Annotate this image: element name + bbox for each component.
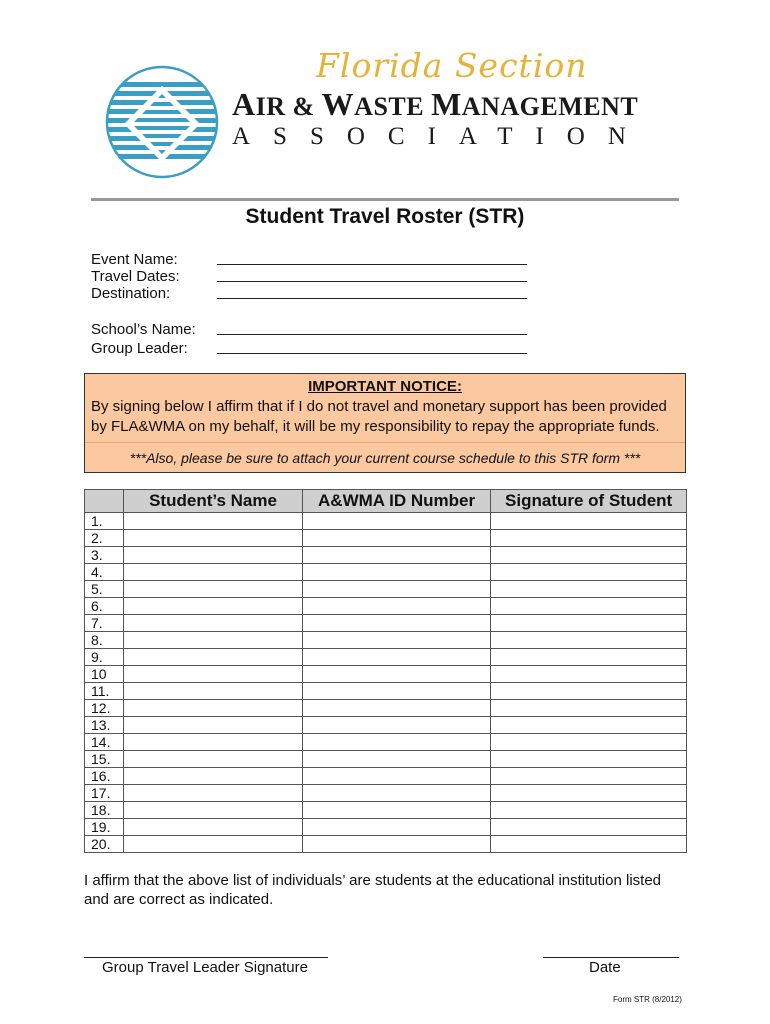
affirmation-text: I affirm that the above list of individuals’ are students at the educational institution listed and are correct as indicated. (84, 872, 662, 908)
awma-id-cell[interactable] (302, 819, 490, 836)
signature-cell[interactable] (491, 751, 687, 768)
row-number: 3. (85, 547, 124, 564)
row-number: 6. (85, 598, 124, 615)
table-row (85, 717, 687, 734)
student-name-cell[interactable] (124, 785, 303, 802)
signature-cell[interactable] (491, 513, 687, 530)
awma-id-cell[interactable] (302, 734, 490, 751)
row-number: 11. (85, 683, 124, 700)
table-row (85, 632, 687, 649)
leader-signature-line[interactable] (84, 957, 328, 958)
notice-body: By signing below I affirm that if I do not travel and monetary support has been provided by FLA&WMA on my behalf, it will be my responsibility to repay the appropriate funds. (91, 398, 667, 435)
travel-dates-row (91, 268, 531, 286)
awma-id-cell[interactable] (302, 615, 490, 632)
signature-cell[interactable] (491, 547, 687, 564)
event-name-row (91, 251, 531, 269)
notice-course-schedule: ***Also, please be sure to attach your current course schedule to this STR form *** (129, 450, 641, 466)
destination-row (91, 285, 531, 303)
awma-id-cell[interactable] (302, 581, 490, 598)
student-name-cell[interactable] (124, 513, 303, 530)
notice-divider (85, 442, 685, 443)
awma-id-cell[interactable] (302, 700, 490, 717)
table-row (85, 598, 687, 615)
student-name-cell[interactable] (124, 819, 303, 836)
fla-awma-logo (104, 44, 684, 194)
travel-dates-field[interactable] (217, 281, 527, 282)
awma-id-cell[interactable] (302, 836, 490, 853)
logo-org-name: AIR & WASTE MANAGEMENT (232, 86, 639, 122)
school-name-field[interactable] (217, 334, 527, 335)
signature-cell[interactable] (491, 785, 687, 802)
table-row (85, 785, 687, 802)
header-student-name: Student’s Name (124, 490, 303, 513)
awma-id-cell[interactable] (302, 751, 490, 768)
row-number: 20. (85, 836, 124, 853)
awma-id-cell[interactable] (302, 649, 490, 666)
important-notice-box (84, 373, 686, 473)
row-number: 19. (85, 819, 124, 836)
student-name-cell[interactable] (124, 717, 303, 734)
destination-field[interactable] (217, 298, 527, 299)
event-name-label: Event Name: (91, 251, 178, 268)
group-leader-field[interactable] (217, 353, 527, 354)
signature-cell[interactable] (491, 598, 687, 615)
signature-cell[interactable] (491, 615, 687, 632)
date-label: Date (589, 959, 621, 976)
awma-id-cell[interactable] (302, 547, 490, 564)
awma-id-cell[interactable] (302, 513, 490, 530)
roster-body (85, 513, 687, 853)
table-row (85, 666, 687, 683)
student-name-cell[interactable] (124, 836, 303, 853)
signature-cell[interactable] (491, 734, 687, 751)
table-row (85, 649, 687, 666)
awma-id-cell[interactable] (302, 530, 490, 547)
row-number: 14. (85, 734, 124, 751)
signature-cell[interactable] (491, 819, 687, 836)
awma-id-cell[interactable] (302, 717, 490, 734)
signature-cell[interactable] (491, 683, 687, 700)
table-row (85, 581, 687, 598)
table-row (85, 564, 687, 581)
signature-cell[interactable] (491, 649, 687, 666)
signature-cell[interactable] (491, 581, 687, 598)
row-number: 10 (85, 666, 124, 683)
table-header-row (85, 490, 687, 513)
form-footer: Form STR (8/2012) (613, 995, 682, 1004)
signature-cell[interactable] (491, 836, 687, 853)
signature-cell[interactable] (491, 768, 687, 785)
student-name-cell[interactable] (124, 547, 303, 564)
table-row (85, 734, 687, 751)
signature-cell[interactable] (491, 666, 687, 683)
awma-id-cell[interactable] (302, 666, 490, 683)
logo-association: ASSOCIATION (232, 123, 649, 150)
student-name-cell[interactable] (124, 581, 303, 598)
school-name-row (91, 321, 531, 339)
row-number: 12. (85, 700, 124, 717)
row-number: 17. (85, 785, 124, 802)
table-row (85, 836, 687, 853)
awma-id-cell[interactable] (302, 768, 490, 785)
notice-title: IMPORTANT NOTICE: (308, 378, 462, 395)
student-name-cell[interactable] (124, 615, 303, 632)
row-number: 16. (85, 768, 124, 785)
student-name-cell[interactable] (124, 768, 303, 785)
table-row (85, 700, 687, 717)
row-number: 7. (85, 615, 124, 632)
student-name-cell[interactable] (124, 598, 303, 615)
awma-id-cell[interactable] (302, 632, 490, 649)
signature-cell[interactable] (491, 632, 687, 649)
destination-label: Destination: (91, 285, 171, 302)
awma-emblem-icon (104, 64, 220, 180)
event-name-field[interactable] (217, 264, 527, 265)
table-row (85, 615, 687, 632)
student-name-cell[interactable] (124, 734, 303, 751)
table-row (85, 819, 687, 836)
awma-id-cell[interactable] (302, 802, 490, 819)
signature-cell[interactable] (491, 564, 687, 581)
group-leader-row (91, 340, 531, 358)
school-name-label: School’s Name: (91, 321, 196, 338)
signature-cell[interactable] (491, 530, 687, 547)
header-awma-id: A&WMA ID Number (302, 490, 490, 513)
row-number: 13. (85, 717, 124, 734)
signature-cell[interactable] (491, 717, 687, 734)
row-number: 9. (85, 649, 124, 666)
student-name-cell[interactable] (124, 666, 303, 683)
leader-signature-label: Group Travel Leader Signature (102, 959, 308, 976)
awma-id-cell[interactable] (302, 598, 490, 615)
logo-script-florida-section: Florida Section (316, 46, 588, 85)
row-number: 2. (85, 530, 124, 547)
row-number: 4. (85, 564, 124, 581)
student-name-cell[interactable] (124, 564, 303, 581)
student-name-cell[interactable] (124, 802, 303, 819)
table-row (85, 683, 687, 700)
table-row (85, 768, 687, 785)
page-title: Student Travel Roster (STR) (245, 205, 525, 228)
table-row (85, 530, 687, 547)
signature-cell[interactable] (491, 802, 687, 819)
student-name-cell[interactable] (124, 649, 303, 666)
table-row (85, 547, 687, 564)
awma-id-cell[interactable] (302, 785, 490, 802)
table-row (85, 751, 687, 768)
header-number (85, 490, 124, 513)
header-signature: Signature of Student (491, 490, 687, 513)
row-number: 8. (85, 632, 124, 649)
row-number: 1. (85, 513, 124, 530)
travel-dates-label: Travel Dates: (91, 268, 180, 285)
student-name-cell[interactable] (124, 700, 303, 717)
student-name-cell[interactable] (124, 632, 303, 649)
row-number: 15. (85, 751, 124, 768)
table-row (85, 802, 687, 819)
group-leader-label: Group Leader: (91, 340, 188, 357)
awma-id-cell[interactable] (302, 564, 490, 581)
row-number: 18. (85, 802, 124, 819)
signature-cell[interactable] (491, 700, 687, 717)
awma-id-cell[interactable] (302, 683, 490, 700)
table-row (85, 513, 687, 530)
student-name-cell[interactable] (124, 530, 303, 547)
student-roster-table (84, 489, 687, 853)
header-divider (91, 198, 679, 201)
row-number: 5. (85, 581, 124, 598)
student-name-cell[interactable] (124, 683, 303, 700)
student-name-cell[interactable] (124, 751, 303, 768)
date-line[interactable] (543, 957, 679, 958)
